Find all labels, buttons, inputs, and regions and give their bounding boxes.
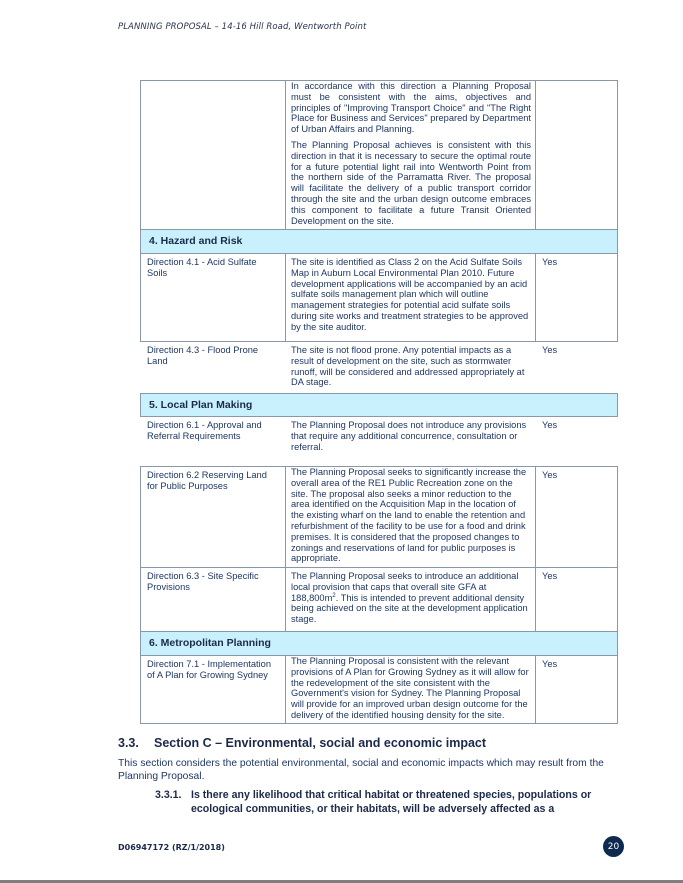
superscript: 2 xyxy=(332,592,336,599)
subsection-question: Is there any likelihood that critical habitat or threatened species, populations or ecological communities, or their habitats, will be adversely affected as a xyxy=(191,789,592,815)
footer-document-id: D06947172 (RZ/1/2018) xyxy=(118,843,225,852)
direction-cell: Direction 6.2 Reserving Land for Public Purposes xyxy=(141,467,286,567)
comment-paragraph: In accordance with this direction a Planning Proposal must be consistent with the aims, objectives and principles of "Improving Transport Choice" and "The Right Place for Business and Services" prepared by Department of Urban Affairs and Planning. xyxy=(291,81,531,135)
consistency-table xyxy=(140,80,618,724)
comment-text: The Planning Proposal seeks to introduce an additional local provision that caps that overall site GFA at 188,800m xyxy=(291,571,519,603)
comment-cell xyxy=(286,568,536,631)
consistent-cell: Yes xyxy=(542,571,558,581)
running-header: PLANNING PROPOSAL – 14-16 Hill Road, Wentworth Point xyxy=(118,22,367,32)
consistent-cell: Yes xyxy=(542,345,558,355)
table-row xyxy=(140,254,618,342)
consistent-cell: Yes xyxy=(542,659,558,669)
section-title: Section C – Environmental, social and economic impact xyxy=(154,736,487,750)
comment-cell: The site is identified as Class 2 on the Acid Sulfate Soils Map in Auburn Local Environmental Plan 2010. Future development applications will be accompanied by an acid sulfate soils management plan which will outline management strategies for potential acid sulfate soils during site works and treatment strategies to be approved by the site auditor. xyxy=(286,254,536,341)
comment-cell: The site is not flood prone. Any potential impacts as a result of development on the site, such as stormwater runoff, will be considered and addressed appropriately at DA stage. xyxy=(291,345,525,388)
comment-paragraph: The Planning Proposal achieves is consistent with this direction in that it is necessary to secure the optimal route for a future potential light rail into Wentworth Point from the northern side of the Parramatta River. The proposal will facilitate the delivery of a public transport corridor through the site and the urban design outcome embraces this component to facilitate a future Transit Oriented Development on the site. xyxy=(291,139,531,226)
table-row xyxy=(140,417,618,466)
section-heading-metropolitan-planning: 6. Metropolitan Planning xyxy=(140,632,618,656)
section-heading-local-plan-making: 5. Local Plan Making xyxy=(140,393,618,417)
table-row xyxy=(140,568,618,632)
comment-cell: The Planning Proposal seeks to significantly increase the overall area of the RE1 Public Recreation zone on the site. The proposal also seeks a minor reduction to the area identified on the Acquisition Map in the location of the existing wharf on the land to enable the retention and refurbishment of the facility to be use for a food and drink premises. It is considered that the proposed changes to zonings and reservations of land for public purposes is appropriate. xyxy=(286,467,536,567)
comment-text: . This is intended to prevent additional density being achieved on the site at the development application stage. xyxy=(291,592,528,625)
consistent-cell: Yes xyxy=(542,470,558,480)
comment-cell xyxy=(286,81,536,229)
section-heading-hazard-risk: 4. Hazard and Risk xyxy=(140,230,618,254)
direction-cell: Direction 4.1 - Acid Sulfate Soils xyxy=(141,254,286,341)
table-row-continuation xyxy=(140,80,618,230)
direction-cell xyxy=(141,81,286,229)
direction-cell: Direction 7.1 - Implementation of A Plan for Growing Sydney xyxy=(141,656,286,723)
section-number: 3.3. xyxy=(118,736,139,750)
table-row xyxy=(140,656,618,724)
subsection-heading-3-3-1 xyxy=(155,789,625,816)
comment-cell: The Planning Proposal does not introduce any provisions that require any additional concurrence, consultation or referral. xyxy=(291,420,527,452)
subsection-number: 3.3.1. xyxy=(155,789,182,801)
direction-cell: Direction 6.3 - Site Specific Provisions xyxy=(141,568,286,631)
table-row xyxy=(140,342,618,393)
table-row xyxy=(140,466,618,568)
page-number-badge: 20 xyxy=(603,836,624,857)
section-intro-paragraph: This section considers the potential environmental, social and economic impacts which may result from the Planning Proposal. xyxy=(118,758,604,782)
direction-cell: Direction 6.1 - Approval and Referral Requirements xyxy=(147,420,262,441)
consistent-cell: Yes xyxy=(542,257,558,267)
consistent-cell xyxy=(536,81,617,229)
comment-cell: The Planning Proposal is consistent with the relevant provisions of A Plan for Growing Sydney as it will allow for the redevelopment of the site consistent with the Government's vision for Sydney. The Planning Proposal will provide for an improved urban design outcome for the delivery of the identified housing density for the site. xyxy=(286,656,536,723)
consistent-cell: Yes xyxy=(542,420,558,430)
direction-cell: Direction 4.3 - Flood Prone Land xyxy=(147,345,259,366)
section-heading-3-3 xyxy=(118,736,486,750)
